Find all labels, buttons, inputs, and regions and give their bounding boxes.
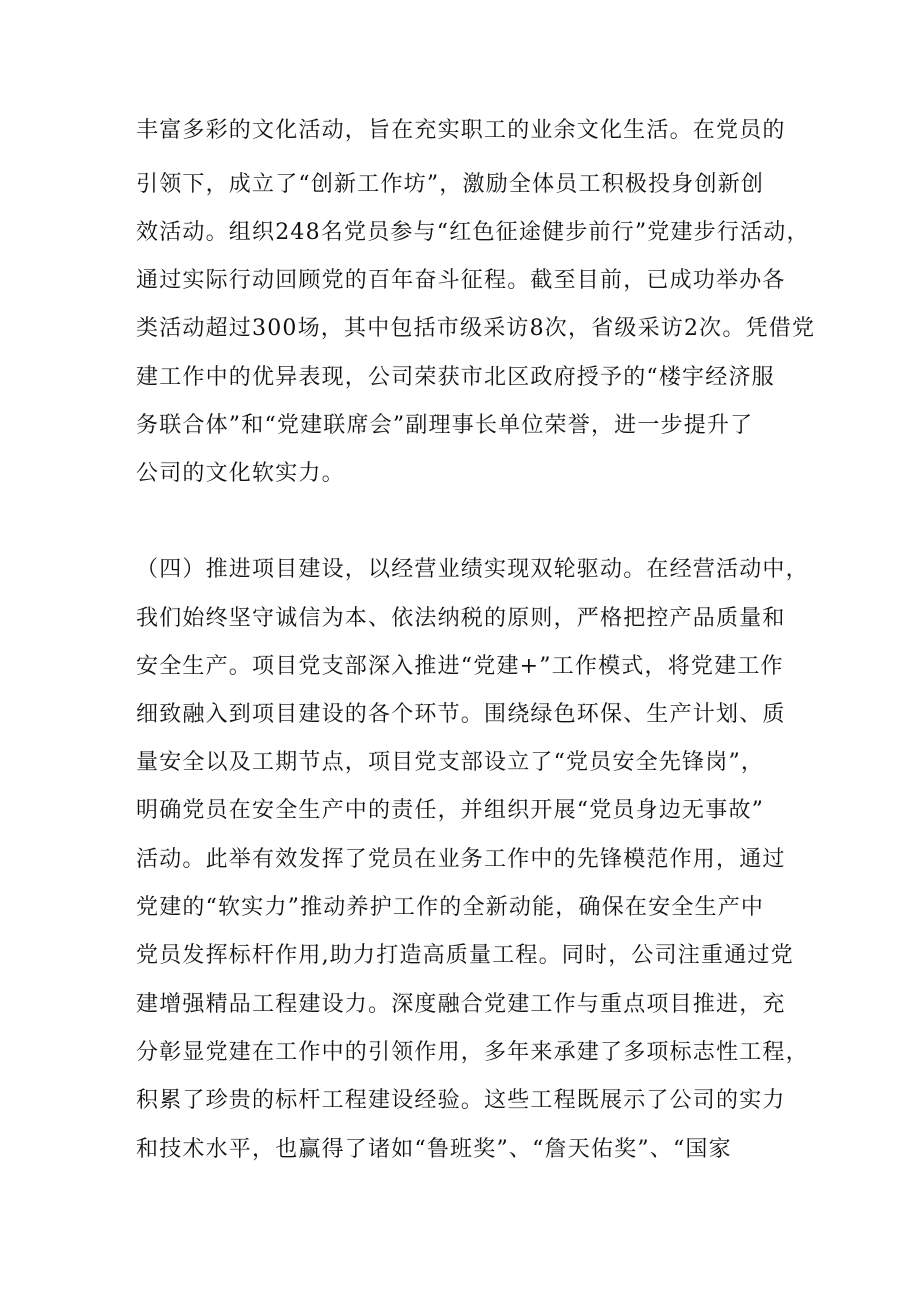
- text-line: 活动。此举有效发挥了党员在业务工作中的先锋模范作用，通过: [136, 847, 786, 872]
- text-line: 通过实际行动回顾党的百年奋斗征程。截至目前，已成功举办各: [136, 268, 786, 293]
- text-line: 效活动。组织248名党员参与“红色征途健步前行”党建步行活动，: [136, 220, 810, 245]
- text-line: （四）推进项目建设，以经营业绩实现双轮驱动。在经营活动中，: [136, 557, 809, 582]
- text-line: 建工作中的优异表现，公司荣获市北区政府授予的“楼宇经济服: [136, 365, 775, 390]
- text-line: 我们始终坚守诚信为本、依法纳税的原则，严格把控产品质量和: [136, 606, 786, 631]
- text-line: 党建的“软实力”推动养护工作的全新动能，确保在安全生产中: [136, 895, 765, 920]
- text-line: 量安全以及工期节点，项目党支部设立了“党员安全先锋岗”，: [136, 750, 765, 775]
- text-line: 分彰显党建在工作中的引领作用，多年来承建了多项标志性工程，: [136, 1040, 809, 1065]
- text-line: 积累了珍贵的标杆工程建设经验。这些工程既展示了公司的实力: [136, 1088, 786, 1113]
- text-line: 党员发挥标杆作用,助力打造高质量工程。同时，公司注重通过党: [136, 943, 794, 968]
- text-line: 引领下，成立了“创新工作坊”，激励全体员工积极投身创新创: [136, 172, 765, 197]
- text-line: 类活动超过300场，其中包括市级采访8次，省级采访2次。凭借党: [136, 316, 816, 341]
- text-line: 细致融入到项目建设的各个环节。围绕绿色环保、生产计划、质: [136, 702, 786, 727]
- text-line: 公司的文化软实力。: [136, 461, 345, 486]
- text-line: 务联合体”和“党建联席会”副理事长单位荣誉，进一步提升了: [136, 413, 754, 438]
- text-line: 安全生产。项目党支部深入推进“党建+”工作模式，将党建工作: [136, 654, 784, 679]
- text-line: 丰富多彩的文化活动，旨在充实职工的业余文化生活。在党员的: [136, 118, 786, 143]
- text-line: 和技术水平，也赢得了诸如“鲁班奖”、“詹天佑奖”、“国家: [136, 1137, 732, 1162]
- text-line: 建增强精品工程建设力。深度融合党建工作与重点项目推进，充: [136, 992, 786, 1017]
- text-line: 明确党员在安全生产中的责任，并组织开展“党员身边无事故”: [136, 798, 765, 823]
